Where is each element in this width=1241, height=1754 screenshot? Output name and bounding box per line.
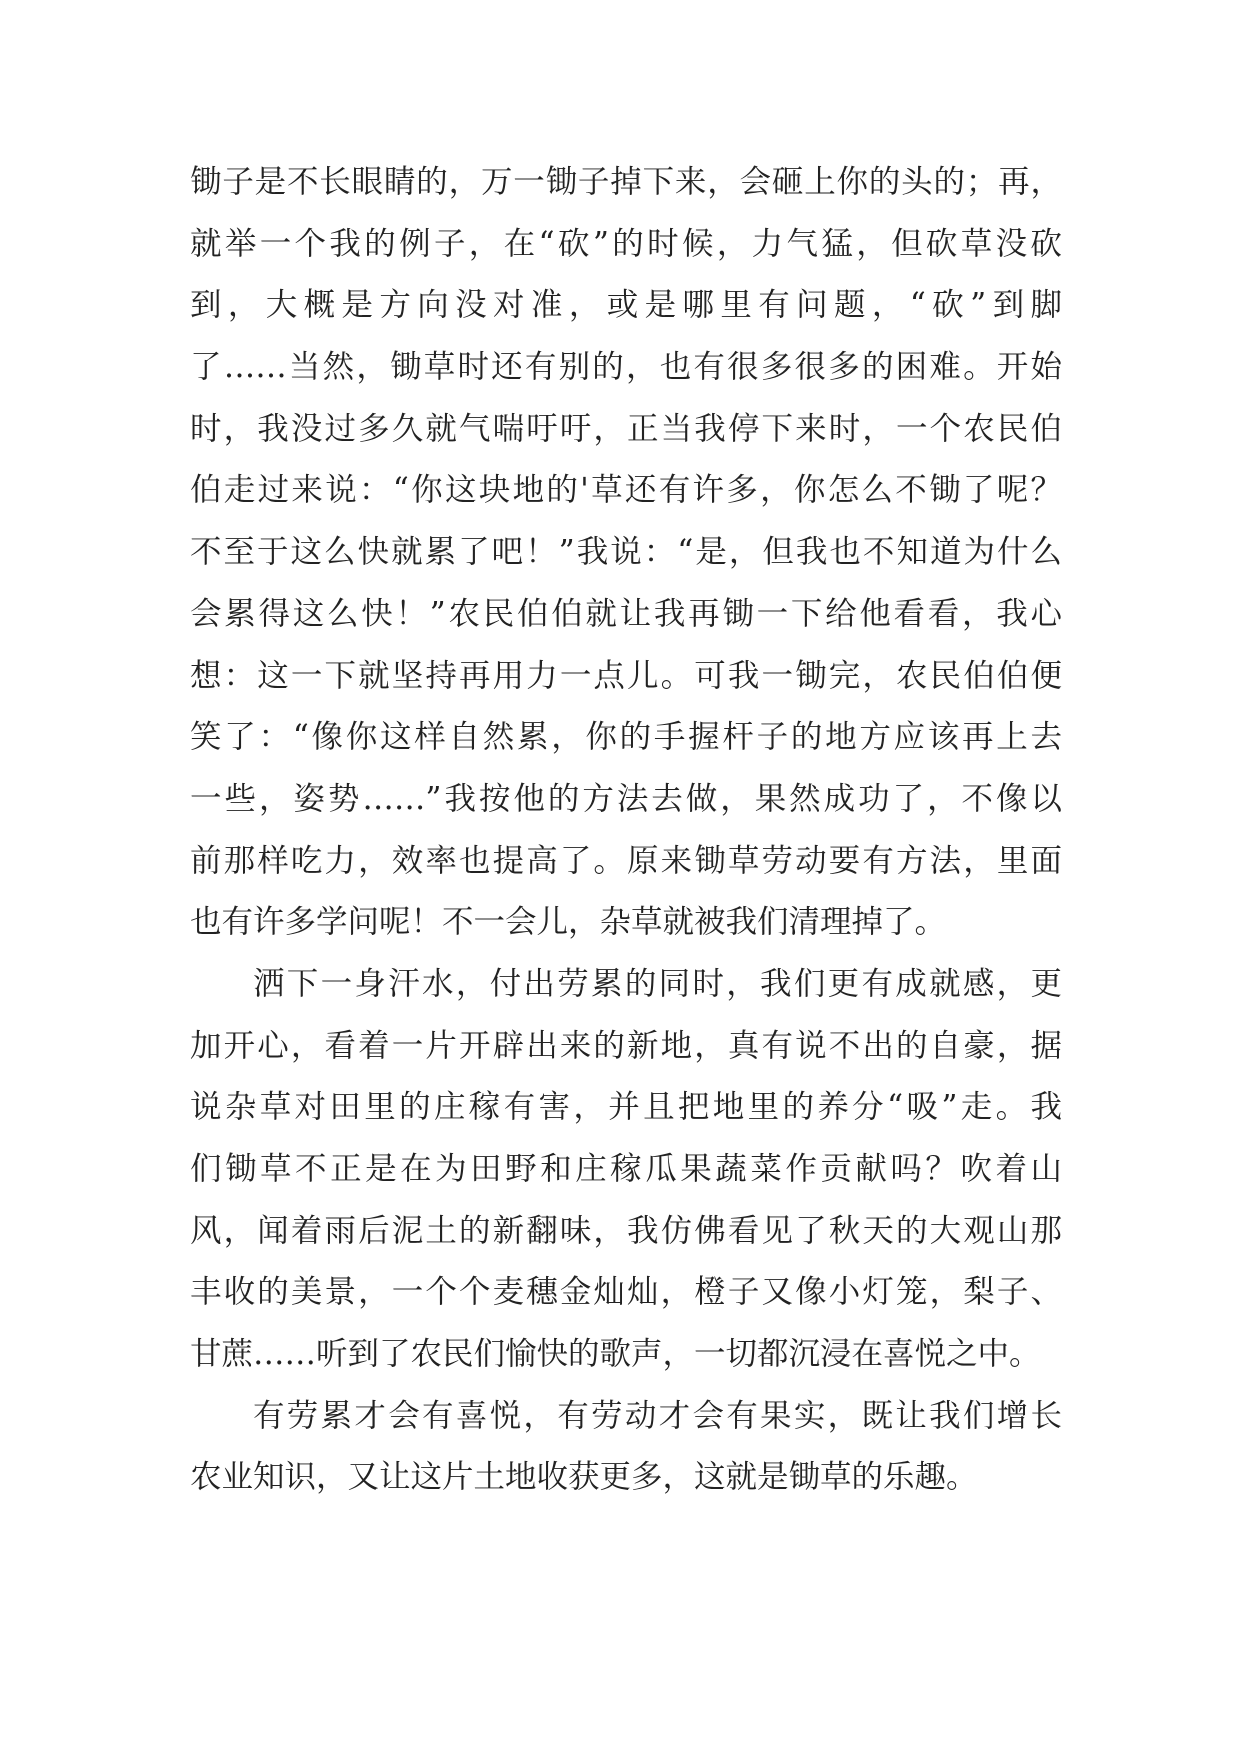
text-line: 风，闻着雨后泥土的新翻味，我仿佛看见了秋天的大观山那 [190,1212,1062,1249]
text-line: 一些，姿势……”我按他的方法去做，果然成功了，不像以 [190,780,1062,817]
essay-body [190,152,1062,1509]
text-line: 们锄草不正是在为田野和庄稼瓜果蔬菜作贡献吗？吹着山 [190,1151,1062,1187]
text-line: 甘蔗……听到了农民们愉快的歌声，一切都沉浸在喜悦之中。 [190,1336,1041,1373]
text-line: 前那样吃力，效率也提高了。原来锄草劳动要有方法，里面 [190,842,1062,879]
text-line: 了……当然，锄草时还有别的，也有很多很多的困难。开始 [190,349,1062,386]
text-line: 想：这一下就坚持再用力一点儿。可我一锄完，农民伯伯便 [190,657,1062,694]
text-line: 说杂草对田里的庄稼有害，并且把地里的养分“吸”走。我 [190,1089,1062,1126]
text-line: 加开心，看着一片开辟出来的新地，真有说不出的自豪，据 [190,1027,1062,1064]
paragraph-start-line: 洒下一身汗水，付出劳累的同时，我们更有成就感，更 [253,965,1062,1002]
text-line: 伯走过来说：“你这块地的'草还有许多，你怎么不锄了呢？ [190,472,1062,509]
text-line: 也有许多学问呢！不一会儿，杂草就被我们清理掉了。 [190,904,947,941]
text-line: 会累得这么快！”农民伯伯就让我再锄一下给他看看，我心 [190,595,1062,632]
text-line: 到，大概是方向没对准，或是哪里有问题，“砍”到脚 [190,287,1062,324]
text-line: 就举一个我的例子，在“砍”的时候，力气猛，但砍草没砍 [190,225,1062,262]
text-line: 丰收的美景，一个个麦穗金灿灿，橙子又像小灯笼，梨子、 [190,1274,1062,1311]
text-line: 时，我没过多久就气喘吁吁，正当我停下来时，一个农民伯 [190,410,1062,447]
text-line: 农业知识，又让这片土地收获更多，这就是锄草的乐趣。 [190,1459,978,1496]
text-line: 不至于这么快就累了吧！”我说：“是，但我也不知道为什么 [190,534,1062,571]
text-line: 锄子是不长眼睛的，万一锄子掉下来，会砸上你的头的；再， [190,164,1062,200]
paragraph-start-line: 有劳累才会有喜悦，有劳动才会有果实，既让我们增长 [253,1397,1062,1434]
text-line: 笑了：“像你这样自然累，你的手握杆子的地方应该再上去 [190,719,1062,756]
